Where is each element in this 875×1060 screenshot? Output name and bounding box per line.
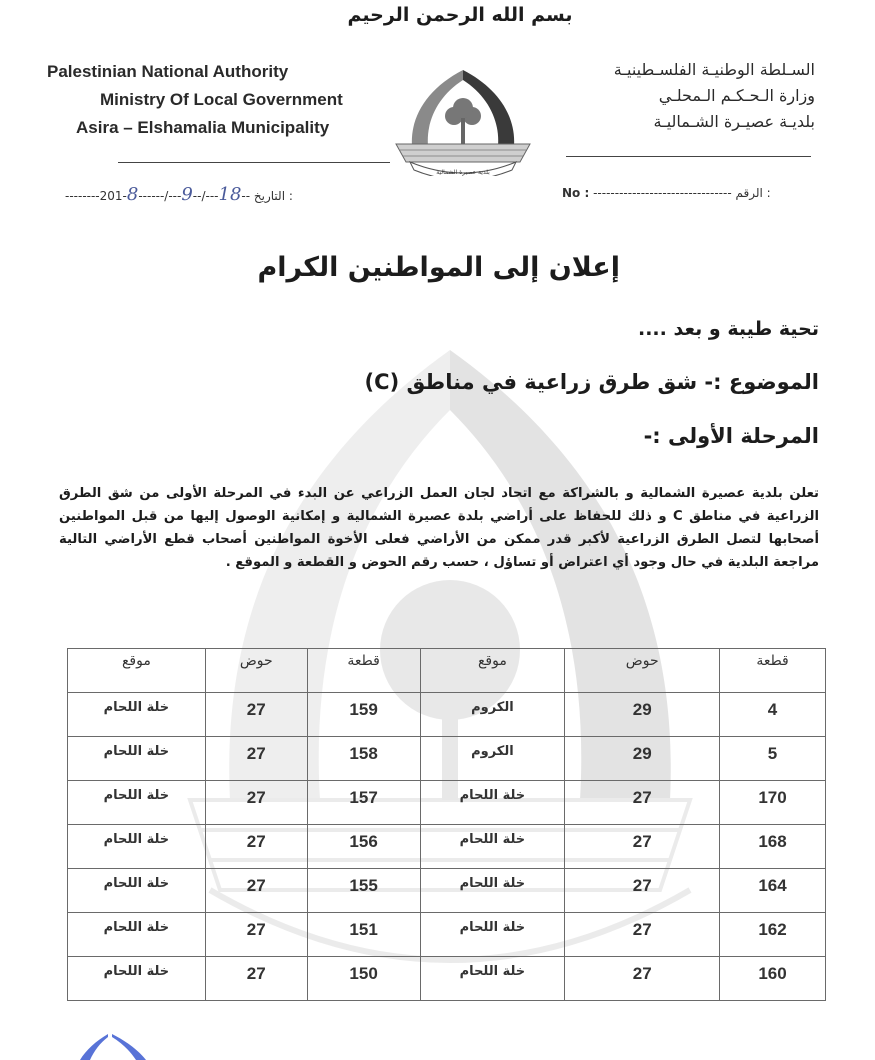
reference-number-field [562, 186, 771, 200]
cell-parcel: 159 [307, 693, 420, 737]
authority-name-en: Palestinian National Authority [47, 62, 289, 81]
cell-basin: 27 [205, 737, 307, 781]
cell-basin: 27 [205, 869, 307, 913]
ministry-name-en: Ministry Of Local Government [100, 90, 343, 109]
header-location: موقع [68, 649, 206, 693]
cell-parcel: 160 [720, 957, 826, 1001]
cell-parcel: 157 [307, 781, 420, 825]
cell-basin: 27 [205, 781, 307, 825]
cell-parcel: 162 [720, 913, 826, 957]
header-divider-left [118, 162, 390, 163]
header-parcel: قطعة [720, 649, 826, 693]
cell-location: الكروم [420, 693, 565, 737]
number-label-ar: الرقم : [735, 186, 771, 200]
cell-basin: 27 [205, 693, 307, 737]
table-row [68, 737, 826, 781]
cell-location: خلة اللحام [68, 693, 206, 737]
cell-location: خلة اللحام [420, 869, 565, 913]
cell-basin: 27 [565, 781, 720, 825]
cell-basin: 29 [565, 737, 720, 781]
table-header-row [68, 649, 826, 693]
cell-parcel: 151 [307, 913, 420, 957]
date-year-handwritten: 8 [126, 184, 139, 205]
cell-location: خلة اللحام [420, 825, 565, 869]
cell-parcel: 156 [307, 825, 420, 869]
announcement-title: إعلان إلى المواطنين الكرام [257, 252, 620, 283]
cell-parcel: 155 [307, 869, 420, 913]
number-dashes: -------------------------------- [593, 186, 732, 200]
cell-basin: 27 [205, 825, 307, 869]
date-month-handwritten: 9 [181, 184, 193, 205]
date-field: --------201-8------/---9--/---18-- التاريخ : [65, 184, 293, 205]
cell-parcel: 150 [307, 957, 420, 1001]
table-row [68, 913, 826, 957]
table-row [68, 825, 826, 869]
header-location: موقع [420, 649, 565, 693]
cell-basin: 27 [565, 825, 720, 869]
municipality-name-en: Asira – Elshamalia Municipality [76, 118, 330, 137]
announcement-body: تعلن بلدية عصيرة الشمالية و بالشراكة مع اتحاد لجان العمل الزراعي عن البدء في المرحلة الأولى من شق الطرق الزراعية في مناطق C و ذلك للحفاظ على أراضي بلدة عصيرة الشمالية و إمكانية الوصول إليها من قبل المواطنين أصحابها لتصل الطرق الزراعية لأكبر قدر ممكن من الأراضي فعلى الأخوة المواطنين أصحاب قطع الأراضي التالية مراجعة البلدية في حال وجود أي اعتراض أو تساؤل ، حسب رقم الحوض و القطعة و الموقع . [59, 486, 819, 570]
cell-location: خلة اللحام [68, 957, 206, 1001]
cell-location: الكروم [420, 737, 565, 781]
cell-location: خلة اللحام [420, 913, 565, 957]
cell-location: خلة اللحام [68, 781, 206, 825]
cell-parcel: 4 [720, 693, 826, 737]
header-basin: حوض [565, 649, 720, 693]
municipality-name-ar: بلديـة عصيـرة الشـماليـة [653, 112, 815, 131]
cell-location: خلة اللحام [68, 825, 206, 869]
basmala: بسم الله الرحمن الرحيم [347, 4, 573, 26]
table-row [68, 693, 826, 737]
cell-location: خلة اللحام [420, 957, 565, 1001]
official-stamp [66, 1034, 176, 1060]
header-divider-right [566, 156, 811, 157]
cell-basin: 27 [205, 957, 307, 1001]
cell-parcel: 164 [720, 869, 826, 913]
cell-parcel: 170 [720, 781, 826, 825]
cell-basin: 27 [205, 913, 307, 957]
cell-basin: 29 [565, 693, 720, 737]
header-basin: حوض [205, 649, 307, 693]
cell-basin: 27 [565, 869, 720, 913]
cell-parcel: 168 [720, 825, 826, 869]
phase-heading: المرحلة الأولى :- [643, 424, 819, 448]
cell-location: خلة اللحام [420, 781, 565, 825]
land-parcels-table [67, 648, 826, 1001]
table-row [68, 869, 826, 913]
cell-parcel: 158 [307, 737, 420, 781]
date-day-handwritten: 18 [218, 184, 242, 205]
cell-basin: 27 [565, 913, 720, 957]
municipality-logo [388, 66, 538, 176]
subject-line: الموضوع :- شق طرق زراعية في مناطق (C) [364, 370, 819, 394]
cell-basin: 27 [565, 957, 720, 1001]
greeting: تحية طيبة و بعد .... [637, 318, 819, 340]
cell-location: خلة اللحام [68, 913, 206, 957]
ministry-name-ar: وزارة الـحـكـم الـمحلـي [658, 86, 815, 105]
authority-name-ar: السـلطة الوطنيـة الفلسـطينيـة [613, 60, 815, 79]
cell-location: خلة اللحام [68, 869, 206, 913]
date-label: التاريخ : [253, 189, 293, 203]
table-row [68, 781, 826, 825]
cell-location: خلة اللحام [68, 737, 206, 781]
table-row [68, 957, 826, 1001]
cell-parcel: 5 [720, 737, 826, 781]
logo-caption: بلدية عصيرة الشمالية [436, 169, 490, 176]
header-parcel: قطعة [307, 649, 420, 693]
date-prefix: --------201- [65, 189, 127, 203]
number-label-en: No : [562, 186, 590, 200]
